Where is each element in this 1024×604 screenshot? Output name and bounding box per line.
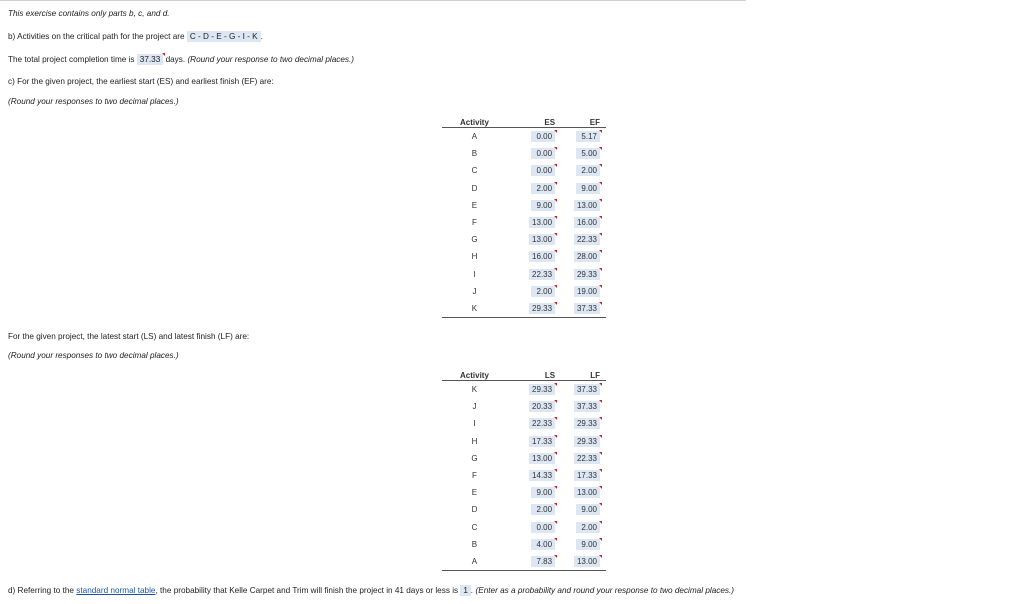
ls-cell-container [507,553,561,571]
ls-cell-input[interactable]: 0.00 [531,522,555,533]
ls-lf-table [442,370,606,571]
table-row [442,266,606,283]
ls-cell-container [507,536,561,553]
activity-cell: E [471,200,478,210]
table-row [442,381,606,399]
part-d-prefix: d) Referring to the [8,586,74,595]
ls-lf-intro-text: For the given project, the latest start (LS) and latest finish (LF) are: [8,332,250,341]
table-row [442,501,606,518]
lf-cell-input[interactable]: 9.00 [576,504,600,515]
ls-cell-container [507,415,561,432]
activity-cell: A [471,132,478,142]
ef-cell-input[interactable]: 2.00 [576,165,600,176]
es-cell-container [507,283,561,300]
ls-cell-container [507,501,561,518]
ls-cell-container [507,433,561,450]
header-ef: EF [561,117,606,128]
table-row [442,536,606,553]
table-row [442,398,606,415]
part-b-prefix: b) Activities on the critical path for the project are [8,32,185,41]
header-lf: LF [561,370,606,381]
activity-cell: J [472,402,477,412]
es-cell-container [507,128,561,146]
activity-cell: H [471,252,478,262]
critical-path-answer[interactable]: C - D - E - G - I - K [187,31,261,42]
part-b-line [8,31,263,42]
ef-cell-container [561,145,606,162]
table-row [442,248,606,265]
table-row [442,180,606,197]
table-row [442,162,606,179]
table-row [442,283,606,300]
es-cell-container [507,231,561,248]
ls-cell-input[interactable]: 14.33 [529,470,555,481]
es-cell-input[interactable]: 9.00 [531,200,555,211]
lf-cell-container [561,484,606,501]
lf-cell-container [561,433,606,450]
es-cell-input[interactable]: 16.00 [529,251,555,262]
lf-cell-input[interactable]: 9.00 [576,539,600,550]
activity-cell: E [471,488,478,498]
ef-cell-input[interactable]: 29.33 [574,269,600,280]
activity-cell: C [471,166,478,176]
ls-cell-input[interactable]: 13.00 [529,453,555,464]
activity-cell: F [472,218,477,228]
es-cell-input[interactable]: 29.33 [529,303,555,314]
intro-text: This exercise contains only parts b, c, and d. [8,9,170,18]
activity-cell: F [472,471,477,481]
ls-cell-input[interactable]: 2.00 [531,504,555,515]
table-row [442,467,606,484]
header-activity: Activity [442,370,507,381]
lf-cell-container [561,467,606,484]
es-cell-input[interactable]: 0.00 [531,148,555,159]
ls-cell-input[interactable]: 4.00 [531,539,555,550]
part-d-middle: , the probability that Kelle Carpet and Trim will finish the project in 41 days or less is [155,586,459,595]
table-row [442,415,606,432]
table-row [442,433,606,450]
ls-cell-input[interactable]: 29.33 [529,384,555,395]
ls-lf-intro-note: (Round your responses to two decimal places.) [8,351,179,360]
header-ls: LS [507,370,561,381]
activity-cell: I [473,419,476,429]
activity-cell: B [471,539,478,549]
table-row [442,214,606,231]
es-cell-container [507,214,561,231]
lf-cell-input[interactable]: 17.33 [574,470,600,481]
ef-cell-input[interactable]: 13.00 [574,200,600,211]
activity-cell: K [471,385,478,395]
es-ef-table [442,117,606,318]
lf-cell-container [561,450,606,467]
activity-cell: D [471,505,478,515]
ef-cell-container [561,162,606,179]
lf-cell-container [561,415,606,432]
es-cell-container [507,162,561,179]
ls-cell-container [507,450,561,467]
lf-cell-container [561,536,606,553]
ls-cell-input[interactable]: 9.00 [531,487,555,498]
activity-cell: J [472,286,477,296]
ef-cell-container [561,128,606,146]
lf-cell-container [561,381,606,399]
ls-cell-container [507,519,561,536]
table-header-row [442,370,606,381]
ef-cell-input[interactable]: 19.00 [574,286,600,297]
es-cell-input[interactable]: 0.00 [531,165,555,176]
table-row [442,300,606,318]
completion-line [8,54,354,65]
table-row [442,128,606,146]
table-row [442,553,606,571]
table-row [442,145,606,162]
completion-prefix: The total project completion time is [8,55,135,64]
ls-cell-input[interactable]: 7.83 [531,556,555,567]
ef-cell-input[interactable]: 22.33 [574,234,600,245]
table-row [442,231,606,248]
activity-cell: C [471,522,478,532]
ls-cell-container [507,398,561,415]
lf-cell-input[interactable]: 13.00 [574,487,600,498]
ef-cell-container [561,197,606,214]
ef-cell-input[interactable]: 16.00 [574,217,600,228]
part-d-note: . (Enter as a probability and round your response to two decimal places.) [470,586,735,595]
lf-cell-container [561,398,606,415]
activity-cell: G [471,453,478,463]
es-cell-container [507,300,561,318]
ls-cell-input[interactable]: 22.33 [529,418,555,429]
ls-cell-container [507,381,561,399]
completion-note: (Round your response to two decimal places.) [187,55,354,64]
lf-cell-container [561,519,606,536]
lf-cell-input[interactable]: 29.33 [574,436,600,447]
es-cell-input[interactable]: 13.00 [529,234,555,245]
standard-normal-table-link[interactable]: standard normal table [76,586,156,595]
activity-cell: K [442,300,507,318]
table-row [442,519,606,536]
es-cell-input[interactable]: 2.00 [531,183,555,194]
es-cell-input[interactable]: 2.00 [531,286,555,297]
top-divider [0,0,746,1]
ef-cell-container [561,266,606,283]
part-b-suffix: . [260,32,263,41]
ef-cell-input[interactable]: 37.33 [574,303,600,314]
part-d-line [8,585,734,596]
lf-cell-input[interactable]: 37.33 [574,384,600,395]
ef-cell-container [561,248,606,265]
ls-cell-input[interactable]: 17.33 [529,436,555,447]
lf-cell-input[interactable]: 22.33 [574,453,600,464]
lf-cell-input[interactable]: 37.33 [574,401,600,412]
activity-cell: H [471,436,478,446]
es-cell-container [507,145,561,162]
ef-cell-container [561,231,606,248]
ef-cell-input[interactable]: 5.17 [576,131,600,142]
es-cell-container [507,197,561,214]
ef-cell-input[interactable]: 9.00 [576,183,600,194]
ls-cell-input[interactable]: 20.33 [529,401,555,412]
ef-cell-container [561,300,606,318]
es-cell-input[interactable]: 13.00 [529,217,555,228]
lf-cell-input[interactable]: 13.00 [574,556,600,567]
activity-cell: D [471,183,478,193]
lf-cell-container [561,553,606,571]
part-c-text: c) For the given project, the earliest start (ES) and earliest finish (EF) are: [8,77,274,86]
lf-cell-input[interactable]: 29.33 [574,418,600,429]
activity-cell: G [471,235,478,245]
activity-cell: A [442,553,507,571]
table-header-row [442,117,606,128]
probability-answer[interactable]: 1 [460,585,471,596]
lf-cell-input[interactable]: 2.00 [576,522,600,533]
header-es: ES [507,117,561,128]
ef-cell-input[interactable]: 28.00 [574,251,600,262]
completion-unit: days. [165,55,186,64]
es-cell-input[interactable]: 0.00 [531,131,555,142]
ls-cell-container [507,467,561,484]
ef-cell-container [561,214,606,231]
activity-cell: I [473,269,476,279]
es-cell-input[interactable]: 22.33 [529,269,555,280]
header-activity: Activity [442,117,507,128]
part-c-note: (Round your responses to two decimal places.) [8,97,179,106]
lf-cell-container [561,501,606,518]
es-cell-container [507,248,561,265]
es-cell-container [507,180,561,197]
table-row [442,197,606,214]
table-row [442,450,606,467]
completion-time-answer[interactable]: 37.33 [137,54,164,65]
ls-cell-container [507,484,561,501]
ef-cell-container [561,180,606,197]
ef-cell-input[interactable]: 5.00 [576,148,600,159]
table-row [442,484,606,501]
es-cell-container [507,266,561,283]
ef-cell-container [561,283,606,300]
activity-cell: B [471,149,478,159]
